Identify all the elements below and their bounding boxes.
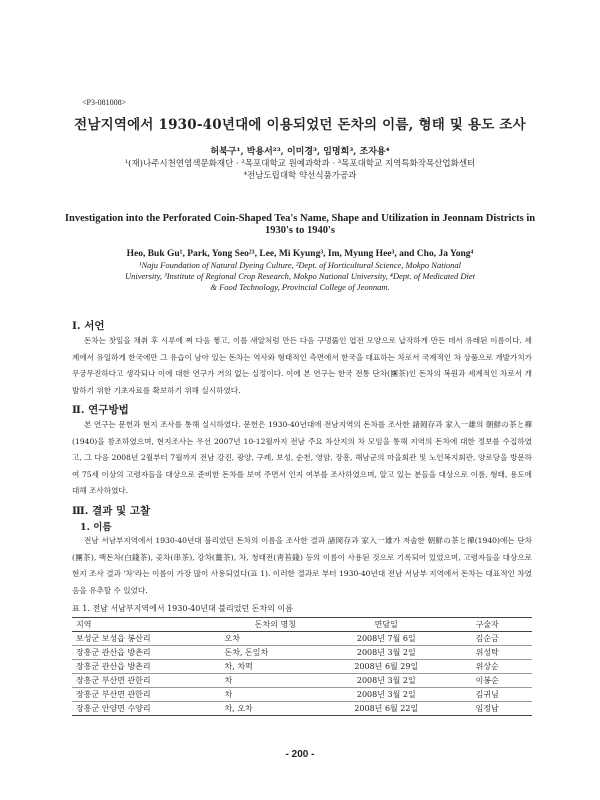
cell-region: 장흥군 관산읍 방촌리 xyxy=(72,660,221,674)
cell-region: 보성군 보성읍 봉산리 xyxy=(72,632,221,646)
column-header-narrator: 구술자 xyxy=(442,618,532,632)
page-number: - 200 - xyxy=(285,749,315,760)
english-affiliation-line-3: & Food Technology, Provincial College of Jeonnam. xyxy=(210,282,390,292)
korean-affiliation-line-1: ¹(재)나주시천연염색문화재단 · ²목포대학교 원예과학과 · ³목포대학교 지역특화작목산업화센터 xyxy=(124,159,476,169)
cell-interview-date: 2008년 3월 2일 xyxy=(330,688,442,702)
section-heading-intro: Ⅰ. 서언 xyxy=(72,320,105,332)
cell-interview-date: 2008년 7월 6일 xyxy=(330,632,442,646)
cell-tea-name: 차, 차떡 xyxy=(221,660,331,674)
cell-region: 장흥군 안양면 수양리 xyxy=(72,702,221,716)
cell-narrator: 이봉순 xyxy=(442,674,532,688)
english-author-names: Heo, Buk Gu¹, Park, Yong Seo²³, Lee, Mi Kyung³, Im, Myung Hee³, and Cho, Ja Yong⁴ xyxy=(126,249,474,259)
cell-narrator: 김순금 xyxy=(442,632,532,646)
cell-narrator: 위상순 xyxy=(442,660,532,674)
table-row xyxy=(72,646,532,660)
cell-interview-date: 2008년 3월 2일 xyxy=(330,646,442,660)
cell-region: 장흥군 부산면 관한리 xyxy=(72,674,221,688)
korean-affiliation-line-2: ⁴전남도립대학 약선식품가공과 xyxy=(243,171,357,181)
cell-tea-name: 차, 오차 xyxy=(221,702,331,716)
column-header-interview-date: 면담일 xyxy=(330,618,442,632)
cell-narrator: 위성탁 xyxy=(442,646,532,660)
section-heading-results: Ⅲ. 결과 및 고찰 xyxy=(72,505,151,517)
results-paragraph: 전남 서남부지역에서 1930-40년대 불리었던 돈차의 이름을 조사한 결과 諸岡存과 家入一雄가 저술한 朝鮮の茶と禪(1940)에는 단차(團茶), 백돈차(白錢茶), 곶차(串茶), 강차(薑茶), 차, 청태전(靑苔錢) 등의 이름이 사용된 것으로 기록되어 있었으며, 고령자들을 대상으로 현지 조사 결과 '차'라는 이름이 가장 많이 사용되었다(표 1). 이러한 결과로 부터 1930-40년대 전남 서남부 지역에서 돈차는 대표적인 차였음을 유추할 수 있었다. xyxy=(72,536,532,595)
cell-tea-name: 차 xyxy=(221,688,331,702)
table-row xyxy=(72,660,532,674)
cell-interview-date: 2008년 6월 22일 xyxy=(330,702,442,716)
methods-paragraph: 본 연구는 문헌과 현지 조사를 통해 실시하였다. 문헌은 1930-40년대에 전남지역의 돈차를 조사한 諸岡存과 家入一雄의 朝鮮の茶と禪(1940)을 참조하였으며, 현지조사는 우선 2007년 10-12월까지 전남 주요 차산지의 차 모임을 통해 지역의 돈차에 대한 정보를 수집하였고, 그 다음 2008년 2월부터 7월까지 전남 강진, 광양, 구례, 보성, 순천, 영암, 장흥, 해남군의 마을회관 및 노인복지회관, 양로당을 방문하여 75세 이상의 고령자들을 대상으로 준비한 돈차를 보여 주면서 인지 여부를 조사하였으며, 알고 있는 분들을 대상으로 이름, 형태, 용도에 대해 조사하였다. xyxy=(72,420,532,496)
intro-paragraph: 돈차는 찻잎을 채취 후 시루에 쪄 다음 찧고, 이를 새알처럼 만든 다음 구멍뚫인 엽전 모양으로 납작하게 만든 데서 유래된 이름이다. 세계에서 유일하게 한국에만 그 유습이 남아 있는 돈차는 역사와 형태적인 측면에서 한국을 대표하는 차로서 국제적인 차 상품으로 개발가치가 무궁무진하다고 생각되나 이에 대한 연구가 거의 없는 실정이다. 이에 본 연구는 한국 전통 단차(團茶)인 돈차의 복원과 세계적인 차로서 개발하기 위한 기초자료를 확보하기 위해 실시하였다. xyxy=(72,336,532,395)
cell-narrator: 김귀님 xyxy=(442,688,532,702)
english-affiliation-line-1: ¹Naju Foundation of Natural Dyeing Culture, ²Dept. of Horticultural Science, Mokpo National xyxy=(138,260,462,270)
cell-region: 장흥군 부산면 관한리 xyxy=(72,688,221,702)
korean-author-names: 허북구¹, 박용서²³, 이미경³, 임명희³, 조자용⁴ xyxy=(210,147,390,157)
english-title: Investigation into the Perforated Coin-Shaped Tea's Name, Shape and Utilization in Jeonnam Districts in 1930's to 1940's xyxy=(64,213,536,236)
cell-tea-name: 오차 xyxy=(221,632,331,646)
cell-interview-date: 2008년 6월 29일 xyxy=(330,660,442,674)
cell-interview-date: 2008년 3월 2일 xyxy=(330,674,442,688)
table-header-row xyxy=(72,618,532,632)
cell-tea-name: 차 xyxy=(221,674,331,688)
english-authors-block xyxy=(50,249,550,293)
cell-tea-name: 돈차, 돈잎차 xyxy=(221,646,331,660)
paper-code: <P3-081008> xyxy=(82,98,127,107)
cell-narrator: 임정남 xyxy=(442,702,532,716)
table-row xyxy=(72,702,532,716)
table-row xyxy=(72,688,532,702)
section-heading-methods: Ⅱ. 연구방법 xyxy=(72,404,129,416)
table-row xyxy=(72,632,532,646)
tea-names-table xyxy=(72,617,532,716)
column-header-region: 지역 xyxy=(72,618,221,632)
korean-title: 전남지역에서 1930-40년대에 이용되었던 돈차의 이름, 형태 및 용도 조사 xyxy=(74,117,526,133)
table-caption: 표 1. 전남 서남부지역에서 1930-40년대 불리었던 돈차의 이름 xyxy=(72,604,293,613)
english-affiliation-line-2: University, ³Institute of Regional Crop Research, Mokpo National University, ⁴Dept. of Medicated Diet xyxy=(124,271,475,281)
cell-region: 장흥군 관산읍 방촌리 xyxy=(72,646,221,660)
subsection-heading-name: 1. 이름 xyxy=(80,522,112,533)
table-row xyxy=(72,674,532,688)
column-header-tea-name: 돈차의 명칭 xyxy=(221,618,331,632)
korean-authors-block xyxy=(0,146,600,182)
